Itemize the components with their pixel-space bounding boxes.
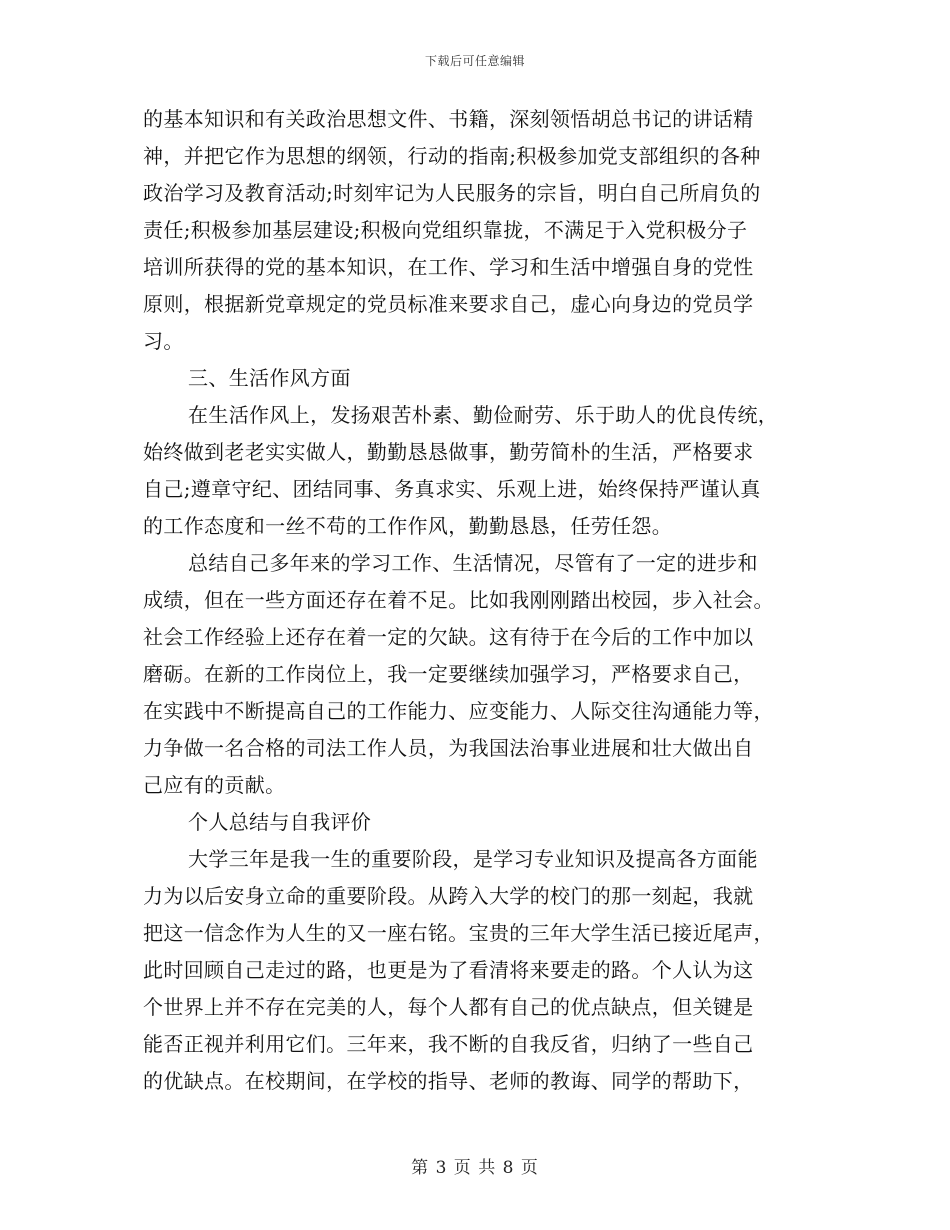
text-line: 培训所获得的党的基本知识，在工作、学习和生活中增强自身的党性	[143, 255, 754, 279]
text-line: 力为以后安身立命的重要阶段。从跨入大学的校门的那一刻起，我就	[143, 884, 754, 908]
text-line: 己应有的贡献。	[143, 773, 286, 797]
text-line: 习。	[143, 329, 184, 353]
text-line: 此时回顾自己走过的路，也更是为了看清将来要走的路。个人认为这	[143, 958, 754, 982]
text-line: 的优缺点。在校期间，在学校的指导、老师的教诲、同学的帮助下，	[143, 1069, 754, 1093]
text-line: 大学三年是我一生的重要阶段，是学习专业知识及提高各方面能	[188, 847, 758, 871]
text-line: 三、生活作风方面	[188, 366, 351, 390]
text-line: 把这一信念作为人生的又一座右铭。宝贵的三年大学生活已接近尾声，	[143, 921, 774, 945]
document-body	[143, 101, 807, 1100]
text-line: 成绩，但在一些方面还存在着不足。比如我刚刚踏出校园，步入社会。	[143, 588, 774, 612]
text-line: 力争做一名合格的司法工作人员，为我国法治事业进展和壮大做出自	[143, 736, 754, 760]
text-line: 的基本知识和有关政治思想文件、书籍，深刻领悟胡总书记的讲话精	[143, 107, 754, 131]
text-line: 个世界上并不存在完美的人，每个人都有自己的优点缺点，但关键是	[143, 995, 754, 1019]
text-line: 在生活作风上，发扬艰苦朴素、勤俭耐劳、乐于助人的优良传统，	[188, 403, 779, 427]
text-line: 个人总结与自我评价	[188, 810, 372, 834]
text-line: 在实践中不断提高自己的工作能力、应变能力、人际交往沟通能力等，	[143, 699, 774, 723]
text-line: 社会工作经验上还存在着一定的欠缺。这有待于在今后的工作中加以	[143, 625, 754, 649]
text-line: 能否正视并利用它们。三年来，我不断的自我反省，归纳了一些自己	[143, 1032, 754, 1056]
page-number: 第 3 页 共 8 页	[411, 1158, 539, 1178]
text-line: 自己;遵章守纪、团结同事、务真求实、乐观上进，始终保持严谨认真	[143, 477, 761, 501]
text-line: 的工作态度和一丝不苟的工作作风，勤勤恳恳，任劳任怨。	[143, 514, 673, 538]
text-line: 总结自己多年来的学习工作、生活情况，尽管有了一定的进步和	[188, 551, 758, 575]
page-header: 下载后可任意编辑	[424, 54, 525, 68]
text-line: 原则，根据新党章规定的党员标准来要求自己，虚心向身边的党员学	[143, 292, 754, 316]
text-line: 政治学习及教育活动;时刻牢记为人民服务的宗旨，明白自己所肩负的	[143, 181, 761, 205]
text-line: 神，并把它作为思想的纲领，行动的指南;积极参加党支部组织的各种	[143, 144, 761, 168]
text-line: 磨砺。在新的工作岗位上，我一定要继续加强学习，严格要求自己，	[143, 662, 754, 686]
text-line: 始终做到老老实实做人，勤勤恳恳做事，勤劳简朴的生活，严格要求	[143, 440, 754, 464]
text-line: 责任;积极参加基层建设;积极向党组织靠拢，不满足于入党积极分子	[143, 218, 748, 242]
